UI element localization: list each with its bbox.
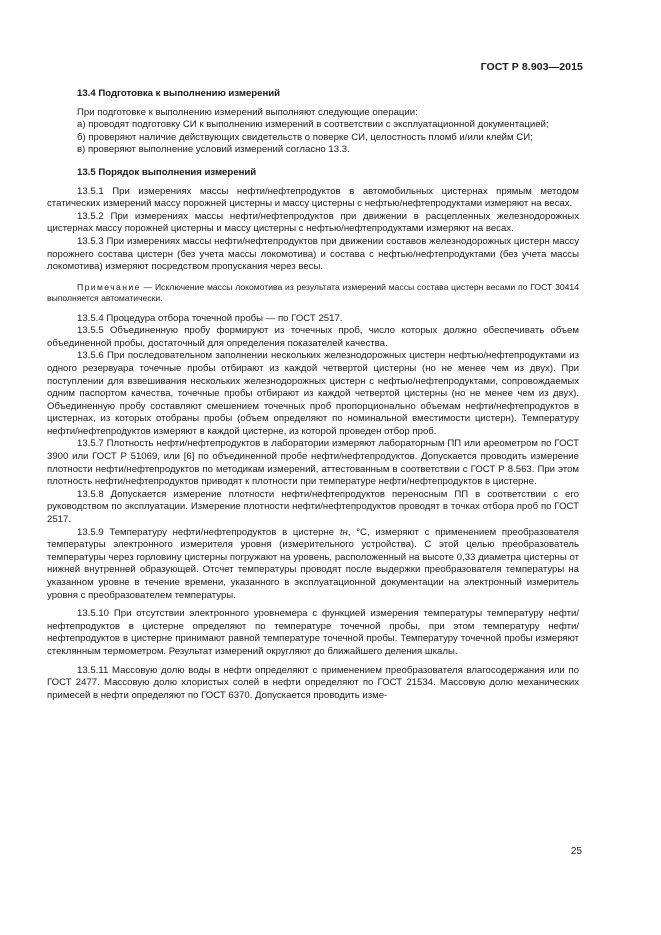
paragraph-13-5-10: 13.5.10 При отсутствии электронного уровнемера с функцией измерения температуры температуру нефти/нефтепродуктов в цистерне определяют по температуре точечной пробы, при этом температуру нефти/нефтепродуктов в цистерне принимают равной температуре точечной пробы. Температуру точечной пробы измеряют стеклянным термометром. Результат измерений округляют до ближайшего деления шкалы.	[47, 608, 579, 657]
list-item-a: а) проводят подготовку СИ к выполнению измерений в соответствии с эксплуатационной документацией;	[77, 119, 549, 131]
paragraph-13-5-9-start: 13.5.9 Температуру нефти/нефтепродуктов в цистерне	[77, 526, 340, 538]
page-number: 25	[570, 846, 582, 857]
document-body	[47, 88, 579, 702]
list-item-b: б) проверяют наличие действующих свидетельств о поверке СИ, целостность пломб и/или клейм СИ;	[77, 131, 533, 143]
paragraph-13-5-1: 13.5.1 При измерениях массы нефти/нефтепродуктов в автомобильных цистернах прямым методом статических измерений массу порожней цистерны и массу цистерны с нефтью/нефтепродуктами измеряют на весах.	[47, 185, 579, 210]
temperature-variable: tн	[339, 526, 348, 538]
paragraph-13-5-8: 13.5.8 Допускается измерение плотности нефти/нефтепродуктов переносным ПП в соответствии с его руководством по эксплуатации. Измерение плотности нефти/нефтепродуктов проводят в точках отбора проб по ГОСТ 2517.	[47, 488, 579, 526]
section-13-4-intro: При подготовке к выполнению измерений выполняют следующие операции:	[77, 106, 418, 118]
note-label: Примечание	[77, 281, 141, 292]
note-text: — Исключение массы локомотива из результата измерений массы состава цистерн весами по ГОСТ 30414 выполняется автоматически.	[47, 281, 579, 304]
section-13-4-title: 13.4 Подготовка к выполнению измерений	[77, 88, 281, 99]
paragraph-13-5-4: 13.5.4 Процедура отбора точечной пробы — по ГОСТ 2517.	[77, 312, 343, 324]
list-item-c: в) проверяют выполнение условий измерений согласно 13.3.	[77, 144, 350, 156]
paragraph-13-5-9	[47, 527, 579, 603]
section-13-5-title: 13.5 Порядок выполнения измерений	[77, 166, 257, 178]
note	[47, 282, 579, 305]
document-code-header: ГОСТ Р 8.903—2015	[480, 61, 583, 73]
paragraph-13-5-2: 13.5.2 При измерениях массы нефти/нефтепродуктов при движении в расцепленных железнодорожных цистернах массу порожней цистерны и массу цистерны с нефтью/нефтепродуктами измеряют на весах.	[47, 210, 579, 235]
paragraph-13-5-9-rest: , °С, измеряют с применением преобразователя температуры электронного измерителя уровня (измерительного устройства). С этой целью преобразователь температуры через горловину цистерны погружают на уровень, расположенный на высоте 0,33 диаметра цистерны от нижней внутренней образующей. Отсчет температуры проводят после выдержки преобразователя температуры на указанном уровне в течение времени, указанного в эксплуатационной документации на электронный измеритель уровня с преобразователем температуры.	[47, 526, 579, 601]
paragraph-13-5-3: 13.5.3 При измерениях массы нефти/нефтепродуктов при движении составов железнодорожных цистерн массу порожнего состава цистерн (без учета массы локомотива) и состава с нефтью/нефтепродуктами (без учета массы локомотива) измеряют посредством пропускания через весы.	[47, 235, 579, 273]
paragraph-13-5-5: 13.5.5 Объединенную пробу формируют из точечных проб, число которых должно обеспечивать объем объединенной пробы, достаточный для определения показателей качества.	[47, 325, 579, 349]
paragraph-13-5-6: 13.5.6 При последовательном заполнении нескольких железнодорожных цистерн нефтью/нефтепродуктами из одного резервуара точечные пробы отбирают из каждой четвертой цистерны (но не менее чем из двух). При поступлении для взвешивания нескольких железнодорожных цистерн с нефтью/нефтепродуктами, сопровождаемых одним паспортом качества, точечные пробы отбирают из каждой четвертой цистерны (но не менее чем из двух). Объединенную пробу составляют смешением точечных проб пропорционально объемам нефти/нефтепродуктов в цистернах, из которых отобраны пробы (объем определяют по номинальной вместимости цистерн). Температуру нефти/нефтепродуктов измеряют в каждой цистерне, из которой проведен отбор проб.	[47, 350, 579, 437]
paragraph-13-5-11: 13.5.11 Массовую долю воды в нефти определяют с применением преобразователя влагосодержания или по ГОСТ 2477. Массовую долю хлористых солей в нефти определяют по ГОСТ 21534. Массовую долю механических примесей в нефти определяют по ГОСТ 6370. Допускается проводить изме-	[47, 664, 579, 701]
paragraph-13-5-7: 13.5.7 Плотность нефти/нефтепродуктов в лаборатории измеряют лабораторным ПП или ареометром по ГОСТ 3900 или ГОСТ Р 51069, или [6] по объединенной пробе нефти/нефтепродуктов. Допускается проводить измерение плотности нефти/нефтепродуктов по методикам измерений, аттестованным в соответствии с ГОСТ Р 8.563. При этом плотность нефти/нефтепродуктов приводят к плотности при температуре нефти/нефтепродуктов в цистерне.	[47, 438, 579, 488]
